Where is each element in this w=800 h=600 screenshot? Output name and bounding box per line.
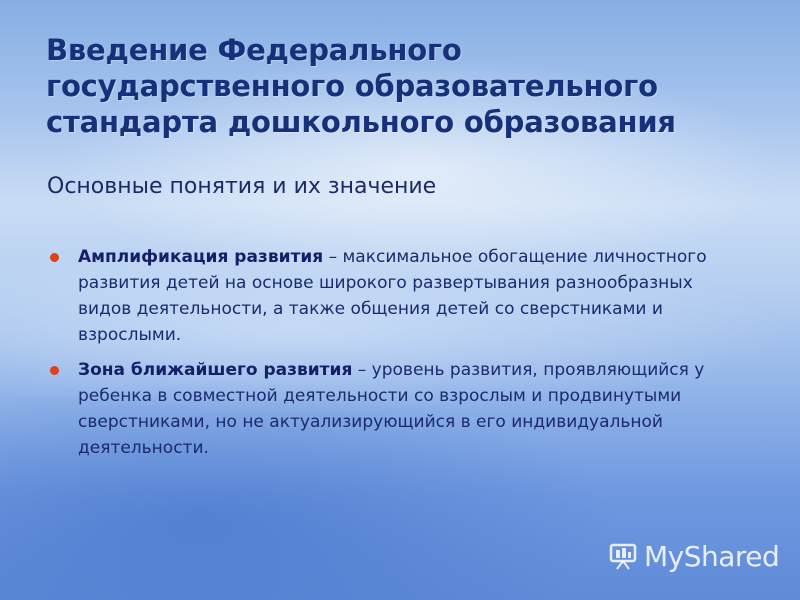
presentation-icon	[608, 542, 638, 570]
slide-title: Введение Федерального государственного образовательного стандарта дошкольного образования	[46, 33, 676, 139]
bullet-item	[50, 244, 750, 348]
bullet-definition: – уровень развития, проявляющийся у ребенка в совместной деятельности со взрослым и продвинутыми сверстниками, но не актуализирующийся в его индивидуальной деятельности.	[78, 360, 705, 458]
bullet-term: Амплификация развития	[78, 247, 324, 267]
watermark-text: MyShared	[644, 539, 780, 573]
watermark	[608, 536, 779, 576]
bullet-list	[50, 244, 750, 470]
bullet-dot-icon	[50, 366, 59, 375]
slide-subtitle: Основные понятия и их значение	[47, 174, 437, 199]
bullet-term: Зона ближайшего развития	[78, 360, 353, 380]
bullet-definition: – максимальное обогащение личностного развития детей на основе широкого развертывания разнообразных видов деятельности, а также общения детей со сверстниками и взрослыми.	[78, 247, 707, 345]
bullet-dot-icon	[50, 253, 59, 262]
bullet-item	[50, 357, 750, 461]
